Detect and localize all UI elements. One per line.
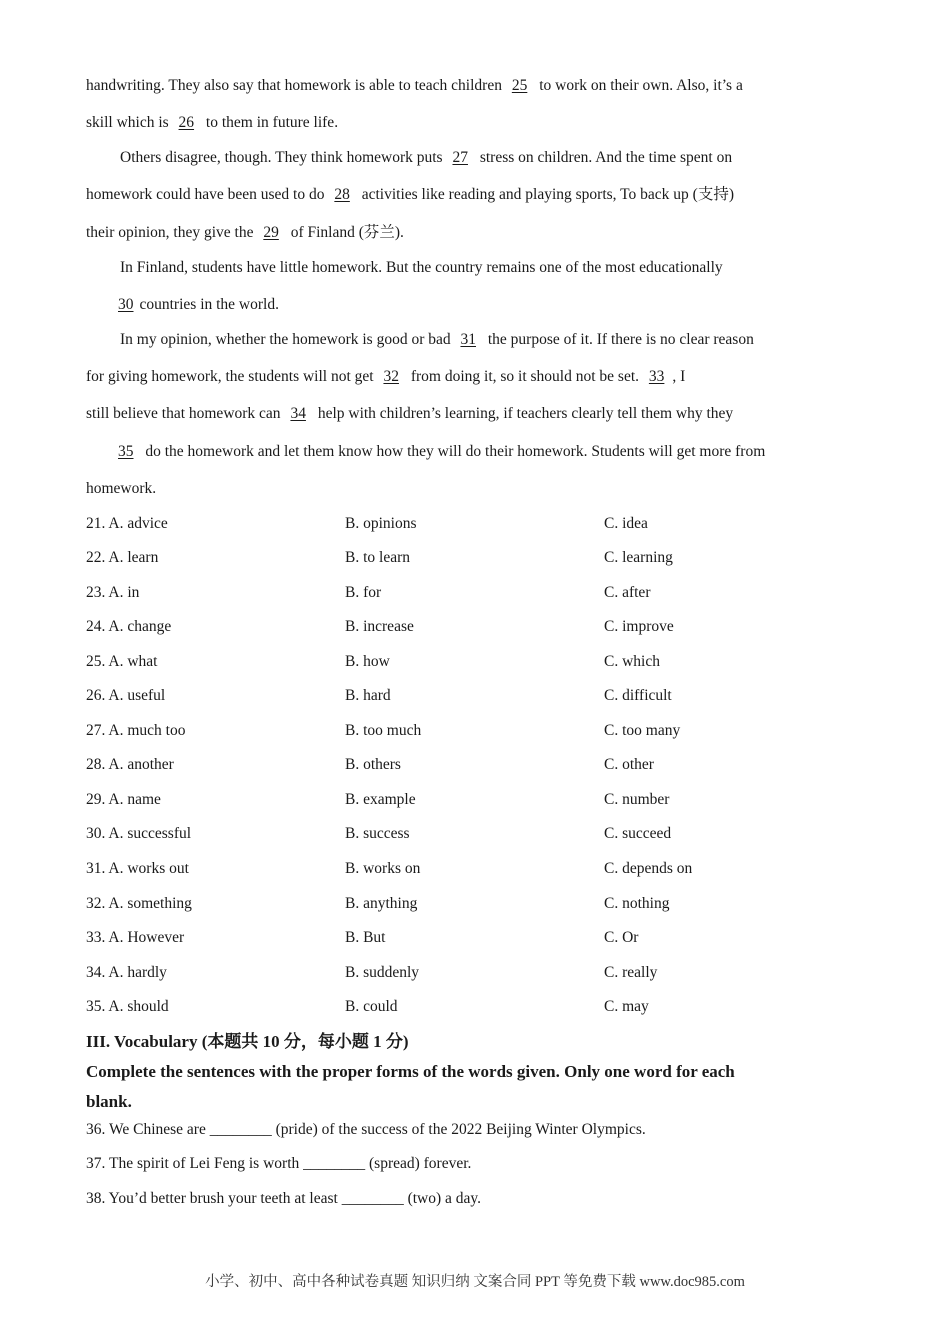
option-c[interactable]: C. nothing <box>604 895 670 912</box>
question-36: 36. We Chinese are ________ (pride) of the success of the 2022 Beijing Winter Olympics. <box>86 1121 646 1138</box>
blank-29: 29 <box>263 224 279 241</box>
option-c[interactable]: C. may <box>604 998 649 1015</box>
option-a[interactable]: 22. A. learn <box>86 549 159 566</box>
passage-line <box>86 185 866 205</box>
option-a[interactable]: 32. A. something <box>86 895 192 912</box>
blank-33: 33 <box>648 368 665 385</box>
passage-text: for giving homework, the students will not get <box>86 368 378 385</box>
option-b[interactable]: B. too much <box>345 722 422 739</box>
option-c[interactable]: C. succeed <box>604 825 672 842</box>
passage-line <box>86 295 866 315</box>
option-b[interactable]: B. increase <box>345 618 414 635</box>
passage-line <box>86 442 866 462</box>
option-a[interactable]: 24. A. change <box>86 618 172 635</box>
section-instruction: blank. <box>86 1092 132 1111</box>
passage-text: countries in the world. <box>139 296 279 313</box>
passage-line <box>86 479 866 499</box>
passage-text: to them in future life. <box>202 114 339 131</box>
passage-line <box>120 258 900 278</box>
question-38: 38. You’d better brush your teeth at least ________ (two) a day. <box>86 1190 482 1207</box>
passage-text: homework. <box>86 480 157 497</box>
passage-text: homework could have been used to do <box>86 186 329 203</box>
option-b[interactable]: B. suddenly <box>345 964 420 981</box>
passage-text: to work on their own. Also, it’s a <box>535 77 743 94</box>
passage-text: do the homework and let them know how they will do their homework. Students will get more from <box>141 443 766 460</box>
passage-line <box>86 223 866 243</box>
passage-text: In Finland, students have little homework. But the country remains one of the most educationally <box>120 259 723 276</box>
passage-text: , I <box>672 368 686 385</box>
option-c[interactable]: C. idea <box>604 515 648 532</box>
blank-30: 30 <box>118 296 134 313</box>
option-c[interactable]: C. after <box>604 584 651 601</box>
blank-26: 26 <box>178 114 195 131</box>
option-a[interactable]: 31. A. works out <box>86 860 189 877</box>
option-row-25 <box>86 652 866 672</box>
passage-line <box>120 148 900 168</box>
option-row-29 <box>86 790 866 810</box>
option-a[interactable]: 34. A. hardly <box>86 964 167 981</box>
passage-text: In my opinion, whether the homework is good or bad <box>120 331 455 348</box>
option-a[interactable]: 25. A. what <box>86 653 158 670</box>
option-a[interactable]: 26. A. useful <box>86 687 166 704</box>
option-a[interactable]: 28. A. another <box>86 756 174 773</box>
option-a[interactable]: 21. A. advice <box>86 515 168 532</box>
blank-35: 35 <box>118 443 134 460</box>
option-row-31 <box>86 859 866 879</box>
option-a[interactable]: 33. A. However <box>86 929 185 946</box>
option-row-32 <box>86 894 866 914</box>
option-row-28 <box>86 755 866 775</box>
option-b[interactable]: B. could <box>345 998 398 1015</box>
passage-text: Others disagree, though. They think homework puts <box>120 149 447 166</box>
option-c[interactable]: C. other <box>604 756 654 773</box>
passage-line <box>86 367 866 387</box>
option-c[interactable]: C. too many <box>604 722 681 739</box>
option-row-33 <box>86 928 866 948</box>
option-b[interactable]: B. how <box>345 653 390 670</box>
option-c[interactable]: C. really <box>604 964 658 981</box>
option-row-26 <box>86 686 866 706</box>
option-b[interactable]: B. works on <box>345 860 421 877</box>
option-row-27 <box>86 721 866 741</box>
option-row-21 <box>86 514 866 534</box>
option-a[interactable]: 27. A. much too <box>86 722 186 739</box>
passage-text: skill which is <box>86 114 173 131</box>
option-row-35 <box>86 997 866 1017</box>
blank-32: 32 <box>383 368 399 385</box>
blank-31: 31 <box>460 331 476 348</box>
option-a[interactable]: 23. A. in <box>86 584 140 601</box>
option-row-23 <box>86 583 866 603</box>
blank-34: 34 <box>290 405 306 422</box>
passage-line <box>86 113 866 133</box>
option-b[interactable]: B. for <box>345 584 382 601</box>
option-row-34 <box>86 963 866 983</box>
passage-line <box>86 404 866 424</box>
passage-text: help with children’s learning, if teachers clearly tell them why they <box>313 405 734 422</box>
option-row-22 <box>86 548 866 568</box>
passage-line <box>86 76 866 96</box>
option-c[interactable]: C. which <box>604 653 660 670</box>
option-b[interactable]: B. anything <box>345 895 418 912</box>
option-c[interactable]: C. Or <box>604 929 639 946</box>
passage-text: still believe that homework can <box>86 405 285 422</box>
option-c[interactable]: C. depends on <box>604 860 693 877</box>
passage-text: from doing it, so it should not be set. <box>406 368 643 385</box>
option-row-30 <box>86 824 866 844</box>
question-37: 37. The spirit of Lei Feng is worth ________ (spread) forever. <box>86 1155 472 1172</box>
option-c[interactable]: C. learning <box>604 549 673 566</box>
option-c[interactable]: C. improve <box>604 618 674 635</box>
option-a[interactable]: 29. A. name <box>86 791 161 808</box>
option-b[interactable]: B. to learn <box>345 549 410 566</box>
option-c[interactable]: C. number <box>604 791 670 808</box>
blank-25: 25 <box>511 77 528 94</box>
passage-text: activities like reading and playing sports, To back up (支持) <box>357 186 734 203</box>
passage-text: their opinion, they give the <box>86 224 258 241</box>
option-c[interactable]: C. difficult <box>604 687 672 704</box>
option-b[interactable]: B. example <box>345 791 416 808</box>
section-instruction: Complete the sentences with the proper forms of the words given. Only one word for each <box>86 1062 735 1081</box>
blank-28: 28 <box>334 186 350 203</box>
passage-text: handwriting. They also say that homework is able to teach children <box>86 77 506 94</box>
option-b[interactable]: B. others <box>345 756 401 773</box>
option-a[interactable]: 35. A. should <box>86 998 169 1015</box>
passage-text: stress on children. And the time spent on <box>475 149 733 166</box>
option-row-24 <box>86 617 866 637</box>
option-b[interactable]: B. But <box>345 929 386 946</box>
section-title: III. Vocabulary (本题共 10 分，每小题 1 分) <box>86 1032 409 1051</box>
passage-text: the purpose of it. If there is no clear reason <box>483 331 754 348</box>
passage-line <box>120 330 900 350</box>
option-b[interactable]: B. hard <box>345 687 391 704</box>
blank-27: 27 <box>452 149 468 166</box>
option-b[interactable]: B. success <box>345 825 410 842</box>
option-a[interactable]: 30. A. successful <box>86 825 192 842</box>
option-b[interactable]: B. opinions <box>345 515 417 532</box>
passage-text: of Finland (芬兰). <box>286 224 404 241</box>
page-footer: 小学、初中、高中各种试卷真题 知识归纳 文案合同 PPT 等免费下载 www.doc985.com <box>205 1274 745 1290</box>
